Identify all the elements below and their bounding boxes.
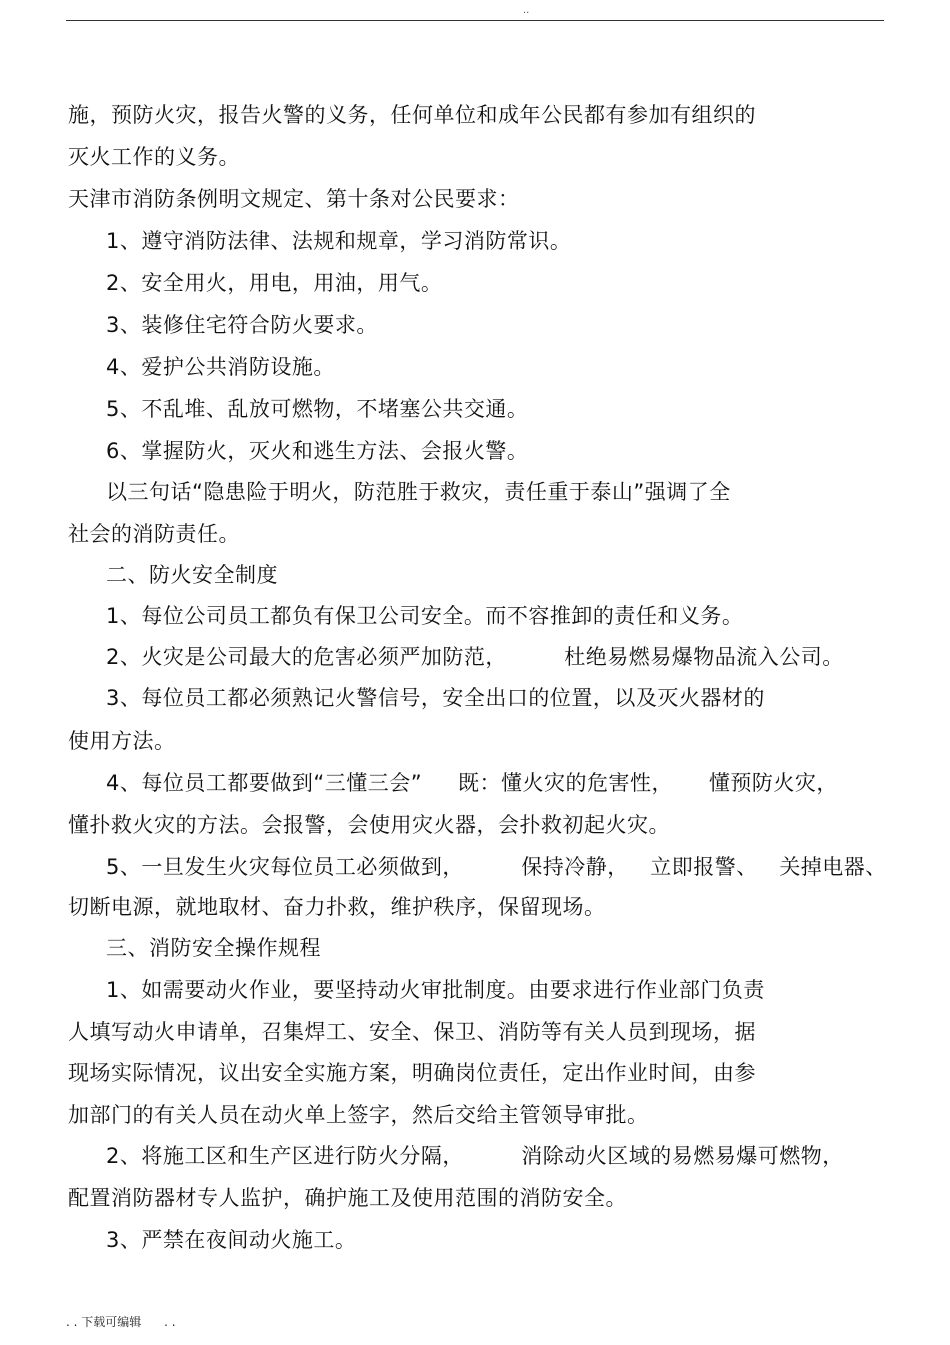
text-line-19: 5、一旦发生火灾每位员工必须做到， 保持冷静， 立即报警、 关掉电器、	[106, 855, 887, 879]
text-line-20: 切断电源，就地取材、奋力扑救，维护秩序，保留现场。	[68, 895, 606, 919]
header-dots: ..	[523, 5, 530, 16]
text-line-4: 1、遵守消防法律、法规和规章，学习消防常识。	[106, 229, 572, 253]
text-line-23: 人填写动火申请单，召集焊工、安全、保卫、消防等有关人员到现场，据	[68, 1020, 756, 1044]
text-line-17: 4、每位员工都要做到“三懂三会” 既：懂火灾的危害性， 懂预防火灾，	[106, 771, 838, 795]
text-line-1: 施，预防火灾，报告火警的义务，任何单位和成年公民都有参加有组织的	[68, 103, 756, 127]
text-line-15: 3、每位员工都必须熟记火警信号，安全出口的位置，以及灭火器材的	[106, 686, 765, 710]
text-line-8: 5、不乱堆、乱放可燃物，不堵塞公共交通。	[106, 397, 529, 421]
text-line-22: 1、如需要动火作业，要坚持动火审批制度。由要求进行作业部门负责	[106, 978, 765, 1002]
text-line-16: 使用方法。	[68, 729, 176, 753]
footer-text: . . 下载可编辑 . .	[66, 1315, 176, 1329]
text-line-25: 加部门的有关人员在动火单上签字，然后交给主管领导审批。	[68, 1103, 649, 1127]
text-line-2: 灭火工作的义务。	[68, 145, 240, 169]
text-line-24: 现场实际情况，议出安全实施方案，明确岗位责任，定出作业时间，由参	[68, 1061, 756, 1085]
text-line-27: 配置消防器材专人监护，确护施工及使用范围的消防安全。	[68, 1186, 627, 1210]
text-line-13: 1、每位公司员工都负有保卫公司安全。而不容推卸的责任和义务。	[106, 604, 744, 628]
text-line-18: 懂扑救火灾的方法。会报警，会使用灾火器，会扑救初起火灾。	[68, 813, 670, 837]
text-line-14: 2、火灾是公司最大的危害必须严加防范， 杜绝易燃易爆物品流入公司。	[106, 645, 844, 669]
text-line-26: 2、将施工区和生产区进行防火分隔， 消除动火区域的易燃易爆可燃物，	[106, 1144, 844, 1168]
text-line-3: 天津市消防条例明文规定、第十条对公民要求：	[68, 187, 520, 211]
header-rule	[66, 20, 884, 21]
section-heading-3: 三、消防安全操作规程	[106, 936, 321, 960]
text-line-10: 以三句话“隐患险于明火，防范胜于救灾，责任重于泰山”强调了全	[106, 480, 731, 504]
text-line-28: 3、严禁在夜间动火施工。	[106, 1228, 357, 1252]
text-line-7: 4、爱护公共消防设施。	[106, 355, 335, 379]
text-line-11: 社会的消防责任。	[68, 522, 240, 546]
text-line-9: 6、掌握防火，灭火和逃生方法、会报火警。	[106, 439, 529, 463]
text-line-6: 3、装修住宅符合防火要求。	[106, 313, 378, 337]
section-heading-2: 二、防火安全制度	[106, 563, 278, 587]
text-line-5: 2、安全用火，用电，用油，用气。	[106, 271, 443, 295]
